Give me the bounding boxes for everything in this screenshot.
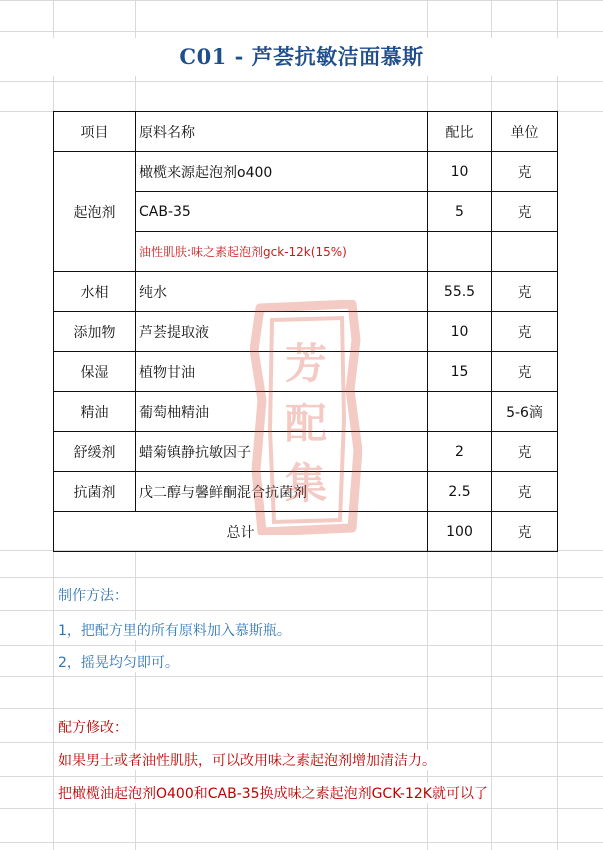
material-cell: 戊二醇与馨鲜酮混合抗菌剂 bbox=[136, 472, 428, 512]
method-step: 2，摇晃均匀即可。 bbox=[56, 652, 181, 672]
modification-line: 如果男士或者油性肌肤，可以改用味之素起泡剂增加清洁力。 bbox=[56, 750, 438, 770]
group-antibacterial: 抗菌剂 bbox=[54, 472, 136, 512]
group-foaming: 起泡剂 bbox=[54, 152, 136, 272]
unit-cell: 克 bbox=[492, 432, 558, 472]
ratio-cell: 5 bbox=[428, 192, 492, 232]
material-cell: 纯水 bbox=[136, 272, 428, 312]
total-label: 总计 bbox=[54, 512, 428, 552]
group-soothing: 舒缓剂 bbox=[54, 432, 136, 472]
total-row bbox=[54, 512, 558, 552]
modification-line: 把橄榄油起泡剂O400和CAB-35换成味之素起泡剂GCK-12K就可以了 bbox=[56, 783, 490, 803]
unit-cell: 克 bbox=[492, 152, 558, 192]
recipe-table bbox=[53, 111, 558, 552]
header-ratio: 配比 bbox=[428, 112, 492, 152]
ratio-cell: 2 bbox=[428, 432, 492, 472]
table-row bbox=[54, 472, 558, 512]
table-row bbox=[54, 392, 558, 432]
svg-text:集: 集 bbox=[284, 459, 328, 508]
table-row bbox=[54, 432, 558, 472]
svg-text:芳: 芳 bbox=[284, 339, 328, 388]
unit-cell bbox=[492, 232, 558, 272]
ratio-cell bbox=[428, 392, 492, 432]
ratio-cell: 10 bbox=[428, 312, 492, 352]
method-heading: 制作方法： bbox=[56, 585, 130, 605]
total-unit: 克 bbox=[492, 512, 558, 552]
material-cell: 植物甘油 bbox=[136, 352, 428, 392]
unit-cell: 克 bbox=[492, 192, 558, 232]
header-material: 原料名称 bbox=[136, 112, 428, 152]
material-cell: 橄榄来源起泡剂o400 bbox=[136, 152, 428, 192]
ratio-cell: 15 bbox=[428, 352, 492, 392]
table-row bbox=[54, 152, 558, 192]
modification-heading: 配方修改： bbox=[56, 717, 130, 737]
material-cell: CAB-35 bbox=[136, 192, 428, 232]
table-row bbox=[54, 352, 558, 392]
material-cell-note: 油性肌肤:味之素起泡剂gck-12k(15%) bbox=[136, 232, 428, 272]
ratio-cell bbox=[428, 232, 492, 272]
group-water: 水相 bbox=[54, 272, 136, 312]
recipe-title: C01 - 芦荟抗敏洁面慕斯 bbox=[0, 38, 603, 76]
material-cell: 芦荟提取液 bbox=[136, 312, 428, 352]
unit-cell: 克 bbox=[492, 272, 558, 312]
ratio-cell: 55.5 bbox=[428, 272, 492, 312]
material-cell: 葡萄柚精油 bbox=[136, 392, 428, 432]
unit-cell: 克 bbox=[492, 312, 558, 352]
unit-cell: 克 bbox=[492, 352, 558, 392]
group-essential-oil: 精油 bbox=[54, 392, 136, 432]
unit-cell: 5-6滴 bbox=[492, 392, 558, 432]
header-unit: 单位 bbox=[492, 112, 558, 152]
method-step: 1，把配方里的所有原料加入慕斯瓶。 bbox=[56, 620, 293, 640]
table-row bbox=[54, 272, 558, 312]
table-header-row bbox=[54, 112, 558, 152]
group-additive: 添加物 bbox=[54, 312, 136, 352]
material-cell: 蜡菊镇静抗敏因子 bbox=[136, 432, 428, 472]
total-ratio: 100 bbox=[428, 512, 492, 552]
ratio-cell: 2.5 bbox=[428, 472, 492, 512]
svg-text:配: 配 bbox=[284, 399, 328, 448]
table-row bbox=[54, 312, 558, 352]
group-moisture: 保湿 bbox=[54, 352, 136, 392]
ratio-cell: 10 bbox=[428, 152, 492, 192]
unit-cell: 克 bbox=[492, 472, 558, 512]
header-category: 项目 bbox=[54, 112, 136, 152]
